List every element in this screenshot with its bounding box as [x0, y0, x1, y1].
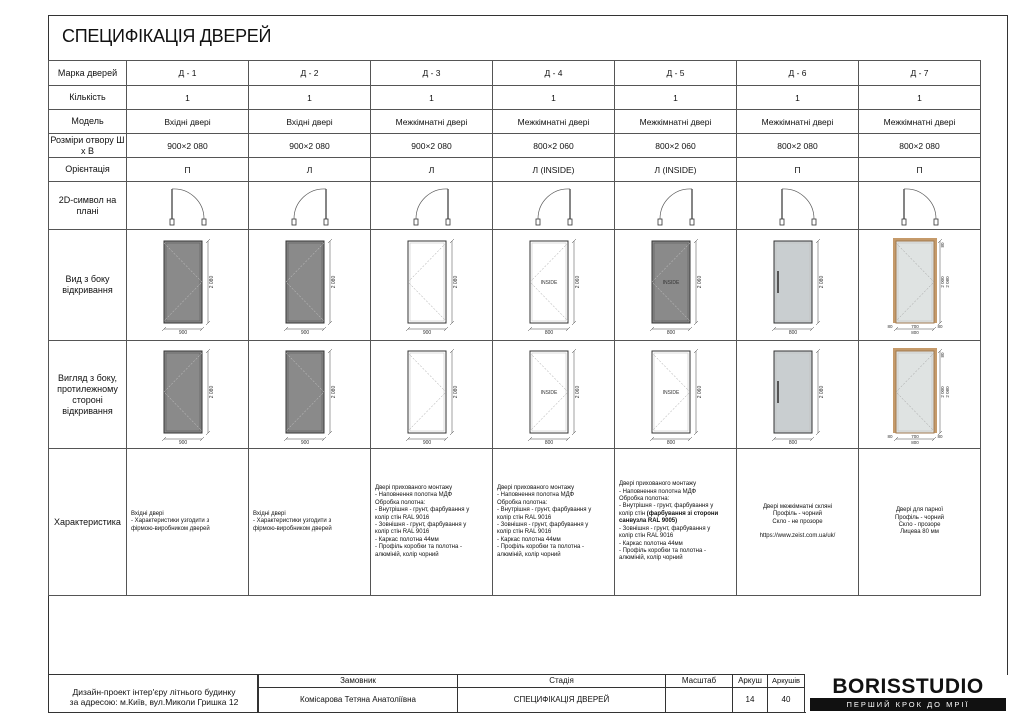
- back-elevation-cell: [493, 341, 615, 449]
- mark-cell: [127, 61, 249, 86]
- model-value: Межкімнатні двері: [395, 116, 468, 127]
- row-chars: [49, 449, 981, 596]
- door-elevation: [138, 343, 238, 447]
- characteristic-line: Обробка полотна:: [375, 499, 426, 506]
- door-elevation: [382, 343, 482, 447]
- height-dimension-text: 2 080: [452, 275, 459, 289]
- orient-cell: [249, 158, 371, 182]
- orient-value: Л (INSIDE): [654, 164, 697, 175]
- qty-cell: [249, 86, 371, 110]
- characteristic-line: - Наповнення полотна МДФ: [497, 492, 575, 499]
- mark-cell: [737, 61, 859, 86]
- characteristic-line: - Зовнішня - грунт, фарбування у: [497, 522, 589, 528]
- d7-top-dim: 80: [939, 242, 945, 248]
- height-dimension-text: 2 080: [208, 275, 215, 289]
- swing-arc: [659, 188, 691, 218]
- characteristic-line: Скло - не прозоре: [772, 518, 823, 525]
- width-dimension-text: 800: [788, 330, 797, 336]
- d7-inner-width: 700: [910, 433, 919, 439]
- qty-value: 1: [673, 92, 678, 103]
- door-plan-symbol: [768, 185, 828, 227]
- plan-symbol-cell: [127, 182, 249, 230]
- front-elevation-cell: [249, 230, 371, 341]
- project-line-1: Дизайн-проект інтер'єру літнього будинку: [72, 687, 236, 697]
- mark-value: Д - 3: [422, 68, 441, 78]
- mark-value: Д - 5: [666, 68, 685, 78]
- door-leaf: [164, 241, 202, 323]
- characteristic-line: Профіль - чорний: [772, 511, 823, 518]
- d7-side-left: 80: [886, 324, 893, 329]
- characteristic-line: - Профіль коробки та полотна -: [497, 544, 584, 551]
- d7-outer-width: 800: [910, 439, 919, 445]
- height-dimension-text: 2 060: [574, 385, 581, 398]
- width-dimension-text: 800: [788, 439, 797, 446]
- door-elevation: [748, 343, 848, 447]
- orient-cell: [493, 158, 615, 182]
- row-orient: [49, 158, 981, 182]
- characteristics-cell: [127, 449, 249, 596]
- d7-height-outer: 2 080: [944, 385, 950, 398]
- mark-value: Д - 2: [300, 68, 319, 78]
- characteristic-line: - Профіль коробки та полотна -: [619, 547, 706, 554]
- jamb-right: [202, 219, 206, 225]
- row-model: [49, 110, 981, 134]
- d7-top-dim: 80: [939, 351, 945, 358]
- row-header-label: Орієнтація: [65, 164, 110, 174]
- d7-side-right: 80: [936, 433, 943, 439]
- size-value: 800×2 080: [899, 140, 940, 151]
- jamb-right: [658, 219, 662, 225]
- size-value: 800×2 080: [777, 140, 818, 151]
- door-handle: [777, 381, 779, 403]
- scale-label: Масштаб: [665, 674, 733, 688]
- width-dimension-text: 800: [544, 330, 553, 336]
- characteristic-line: Обробка полотна:: [497, 499, 548, 506]
- door-elevation: [138, 233, 238, 337]
- plan-symbol-cell: [493, 182, 615, 230]
- swing-arc: [904, 188, 936, 218]
- orient-value: П: [916, 164, 923, 175]
- size-value: 900×2 080: [289, 140, 330, 151]
- row-header-symbol: [49, 182, 127, 230]
- mark-cell: [615, 61, 737, 86]
- qty-cell: [371, 86, 493, 110]
- door-plan-symbol: [280, 185, 340, 227]
- door-leaf: [774, 241, 812, 323]
- mark-cell: [493, 61, 615, 86]
- back-elevation-cell: [859, 341, 981, 449]
- characteristic-line: алюміній, колір чорний: [497, 551, 561, 558]
- height-dimension-text: 2 080: [208, 385, 215, 398]
- door-leaf: [286, 351, 324, 433]
- sheets-label: Аркушів: [767, 674, 805, 688]
- d7-side-right: 80: [936, 324, 943, 329]
- characteristic-line: колір стін RAL 9016: [375, 514, 430, 521]
- door-handle: [777, 271, 779, 293]
- door-elevation: [260, 233, 360, 337]
- door-plan-symbol: [890, 185, 950, 227]
- jamb-right: [934, 219, 938, 225]
- model-cell: [127, 110, 249, 134]
- jamb-right: [414, 219, 418, 225]
- back-elevation-cell: [371, 341, 493, 449]
- characteristic-line: [737, 526, 858, 533]
- qty-value: 1: [429, 92, 434, 103]
- mark-cell: [249, 61, 371, 86]
- row-mark: [49, 61, 981, 86]
- width-dimension-text: 900: [422, 439, 431, 446]
- sheet-label: Аркуш: [732, 674, 768, 688]
- qty-cell: [737, 86, 859, 110]
- model-cell: [615, 110, 737, 134]
- door-leaf: [408, 241, 446, 323]
- back-elevation-cell: [127, 341, 249, 449]
- front-elevation-cell: [615, 230, 737, 341]
- size-cell: [859, 134, 981, 158]
- door-elevation: [626, 343, 726, 447]
- row-header-label: Вид з боку відкривання: [62, 274, 113, 295]
- back-elevation-cell: [249, 341, 371, 449]
- jamb-left: [446, 219, 450, 225]
- height-dimension-text: 2 060: [696, 385, 703, 398]
- door-leaf: [286, 241, 324, 323]
- characteristic-line: алюміній, колір чорний: [375, 551, 439, 558]
- door-plan-symbol: [402, 185, 462, 227]
- width-dimension-text: 800: [666, 330, 675, 336]
- page-title: СПЕЦИФІКАЦІЯ ДВЕРЕЙ: [62, 26, 272, 46]
- front-elevation-cell: [859, 230, 981, 341]
- characteristic-line: - Внутрішня - грунт, фарбування у: [619, 503, 714, 510]
- door-spec-table: [48, 60, 981, 596]
- characteristic-line: Скло - прозоре: [898, 522, 941, 528]
- orient-value: П: [184, 164, 191, 175]
- orient-cell: [371, 158, 493, 182]
- model-value: Вхідні двері: [286, 116, 333, 127]
- door-plan-symbol: [524, 185, 584, 227]
- row-back: [49, 341, 981, 449]
- model-cell: [737, 110, 859, 134]
- row-header-size: [49, 134, 127, 158]
- characteristic-line: https://www.zeist.com.ua/uk/: [759, 532, 836, 539]
- size-cell: [493, 134, 615, 158]
- characteristic-line: - Внутрішня - грунт, фарбування у: [497, 507, 592, 514]
- characteristics-cell: [249, 449, 371, 596]
- row-header-label: 2D-символ на плані: [58, 194, 117, 216]
- d7-height-outer: 2 080: [944, 276, 950, 288]
- characteristic-line: - Характеристики узгодити з: [253, 518, 332, 525]
- characteristic-line: Двері межкімнатні скляні: [762, 503, 833, 510]
- door-plan-symbol: [158, 185, 218, 227]
- door-elevation: [382, 233, 482, 337]
- model-value: Межкімнатні двері: [517, 116, 590, 127]
- project-cell: [48, 674, 258, 713]
- d7-height-inner: 2 000: [939, 385, 945, 398]
- width-dimension-text: 900: [422, 330, 431, 336]
- characteristic-line: - Каркас полотна 44мм: [619, 540, 683, 547]
- door-elevation: [748, 233, 848, 337]
- orient-value: Л: [306, 164, 313, 175]
- sheets-total: 40: [767, 687, 805, 713]
- characteristic-line: колір стін (фарбування зі сторони: [619, 510, 719, 517]
- jamb-right: [292, 219, 296, 225]
- characteristics-cell: [371, 449, 493, 596]
- height-dimension-text: 2 080: [330, 385, 337, 398]
- model-cell: [859, 110, 981, 134]
- studio-logo: [806, 675, 1010, 713]
- model-value: Межкімнатні двері: [883, 116, 956, 127]
- characteristic-line: Вхідні двері: [131, 510, 164, 517]
- height-dimension-text: 2 080: [452, 385, 459, 398]
- size-value: 800×2 060: [533, 140, 574, 151]
- stage-label: Стадія: [457, 674, 666, 688]
- inside-label: INSIDE: [540, 280, 557, 286]
- back-elevation-cell: [615, 341, 737, 449]
- orient-value: Л (INSIDE): [532, 164, 575, 175]
- width-dimension-text: 900: [300, 439, 309, 446]
- jamb-left: [690, 219, 694, 225]
- jamb-left: [324, 219, 328, 225]
- client-name: Комісарова Тетяна Анатоліївна: [258, 687, 458, 713]
- row-header-label: Модель: [71, 116, 104, 126]
- model-value: Вхідні двері: [164, 116, 211, 127]
- width-dimension-text: 900: [300, 330, 309, 336]
- door-elevation: [870, 233, 970, 337]
- characteristic-line: - Каркас полотна 44мм: [375, 536, 439, 543]
- size-value: 900×2 080: [411, 140, 452, 151]
- size-value: 800×2 060: [655, 140, 696, 151]
- characteristic-line: санвузла RAL 9005): [619, 518, 678, 525]
- width-dimension-text: 900: [178, 330, 187, 336]
- orient-cell: [859, 158, 981, 182]
- qty-value: 1: [551, 92, 556, 103]
- characteristic-line: колір стін RAL 9016: [497, 529, 552, 536]
- qty-value: 1: [917, 92, 922, 103]
- jamb-left: [780, 219, 784, 225]
- row-header-model: [49, 110, 127, 134]
- door-elevation: [504, 343, 604, 447]
- inside-label: INSIDE: [662, 280, 679, 286]
- characteristic-line: - Зовнішня - грунт, фарбування у: [375, 522, 467, 528]
- front-elevation-cell: [127, 230, 249, 341]
- qty-cell: [493, 86, 615, 110]
- model-value: Межкімнатні двері: [761, 116, 834, 127]
- mark-value: Д - 7: [910, 68, 929, 78]
- size-cell: [249, 134, 371, 158]
- mark-value: Д - 4: [544, 68, 563, 78]
- jamb-left: [568, 219, 572, 225]
- characteristic-line: Вхідні двері: [253, 510, 286, 517]
- characteristic-line: колір стін RAL 9016: [497, 514, 552, 521]
- characteristic-line: фірмою-виробником дверей: [131, 525, 210, 532]
- row-front: [49, 230, 981, 341]
- swing-arc: [293, 188, 325, 218]
- height-dimension-text: 2 080: [818, 275, 825, 289]
- characteristics-cell: [615, 449, 737, 596]
- row-header-label: Характеристика: [54, 516, 121, 527]
- door-plan-symbol: [646, 185, 706, 227]
- row-header-orient: [49, 158, 127, 182]
- characteristic-line: - Профіль коробки та полотна -: [375, 544, 462, 551]
- scale-value: [665, 687, 733, 713]
- d7-side-left: 80: [886, 433, 893, 439]
- size-cell: [371, 134, 493, 158]
- door-elevation: [626, 233, 726, 337]
- qty-cell: [127, 86, 249, 110]
- characteristics-cell: [737, 449, 859, 596]
- swing-arc: [537, 188, 569, 218]
- jamb-right: [536, 219, 540, 225]
- characteristics-cell: [859, 449, 981, 596]
- characteristic-line: - Внутрішня - грунт, фарбування у: [375, 507, 470, 514]
- height-dimension-text: 2 080: [818, 385, 825, 398]
- model-cell: [249, 110, 371, 134]
- characteristic-line: - Наповнення полотна МДФ: [375, 492, 453, 499]
- size-cell: [127, 134, 249, 158]
- characteristic-line: Двері для парної: [895, 507, 943, 514]
- logo-slogan: ПЕРШИЙ КРОК ДО МРІЇ: [810, 698, 1006, 711]
- client-label: Замовник: [258, 674, 458, 688]
- door-leaf: [896, 351, 934, 433]
- jamb-left: [902, 219, 906, 225]
- d7-height-inner: 2 000: [939, 276, 945, 288]
- swing-arc: [782, 188, 814, 218]
- characteristic-line: фірмою-виробником дверей: [253, 525, 332, 532]
- d7-outer-width: 800: [910, 330, 919, 335]
- characteristic-line: колір стін RAL 9016: [619, 533, 674, 540]
- characteristic-line: Двері прихованого монтажу: [619, 481, 697, 488]
- swing-arc: [415, 188, 447, 218]
- height-dimension-text: 2 080: [330, 275, 337, 289]
- characteristic-line: - Зовнішня - грунт, фарбування у: [619, 525, 711, 532]
- qty-value: 1: [795, 92, 800, 103]
- door-elevation: [260, 343, 360, 447]
- swing-arc: [172, 188, 204, 218]
- inside-label: INSIDE: [540, 389, 557, 396]
- qty-cell: [859, 86, 981, 110]
- characteristic-line: алюміній, колір чорний: [619, 555, 683, 562]
- row-header-front: [49, 230, 127, 341]
- stage-value: СПЕЦИФІКАЦІЯ ДВЕРЕЙ: [457, 687, 666, 713]
- model-value: Межкімнатні двері: [639, 116, 712, 127]
- characteristic-line: - Наповнення полотна МДФ: [619, 488, 697, 495]
- characteristic-line: колір стін RAL 9016: [375, 529, 430, 536]
- characteristic-line: Лицева 80 мм: [900, 529, 939, 536]
- characteristic-line: Двері прихованого монтажу: [497, 484, 575, 491]
- width-dimension-text: 800: [544, 439, 553, 446]
- jamb-left: [170, 219, 174, 225]
- size-value: 900×2 080: [167, 140, 208, 151]
- mark-value: Д - 6: [788, 68, 807, 78]
- door-elevation: [870, 343, 970, 447]
- row-header-chars: [49, 449, 127, 596]
- row-header-qty: [49, 86, 127, 110]
- door-leaf: [164, 351, 202, 433]
- row-size: [49, 134, 981, 158]
- row-header-label: Розміри отвору Ш х В: [50, 134, 125, 156]
- size-cell: [737, 134, 859, 158]
- orient-cell: [127, 158, 249, 182]
- characteristic-line: Двері прихованого монтажу: [375, 484, 453, 491]
- row-qty: [49, 86, 981, 110]
- characteristic-line: - Каркас полотна 44мм: [497, 536, 561, 543]
- model-cell: [371, 110, 493, 134]
- qty-value: 1: [185, 92, 190, 103]
- model-cell: [493, 110, 615, 134]
- plan-symbol-cell: [249, 182, 371, 230]
- row-header-back: [49, 341, 127, 449]
- orient-value: Л: [428, 164, 435, 175]
- d7-inner-width: 700: [910, 324, 919, 329]
- door-leaf: [896, 241, 934, 323]
- orient-value: П: [794, 164, 801, 175]
- height-dimension-text: 2 060: [574, 275, 581, 289]
- height-dimension-text: 2 060: [696, 275, 703, 289]
- orient-cell: [615, 158, 737, 182]
- orient-cell: [737, 158, 859, 182]
- sheet-number: 14: [732, 687, 768, 713]
- logo-text: BORISSTUDIO: [832, 675, 984, 698]
- plan-symbol-cell: [737, 182, 859, 230]
- qty-cell: [615, 86, 737, 110]
- characteristic-line: Обробка полотна:: [619, 496, 670, 503]
- plan-symbol-cell: [859, 182, 981, 230]
- characteristic-line: Профіль - чорний: [894, 514, 945, 521]
- row-header-mark: [49, 61, 127, 86]
- door-leaf: [774, 351, 812, 433]
- plan-symbol-cell: [615, 182, 737, 230]
- row-symbol: [49, 182, 981, 230]
- jamb-right: [812, 219, 816, 225]
- width-dimension-text: 800: [666, 439, 675, 446]
- front-elevation-cell: [737, 230, 859, 341]
- characteristics-cell: [493, 449, 615, 596]
- row-header-label: Марка дверей: [57, 67, 118, 78]
- door-elevation: [504, 233, 604, 337]
- door-leaf: [408, 351, 446, 433]
- size-cell: [615, 134, 737, 158]
- characteristic-line: - Характеристики узгодити з: [131, 518, 210, 525]
- qty-value: 1: [307, 92, 312, 103]
- mark-cell: [371, 61, 493, 86]
- back-elevation-cell: [737, 341, 859, 449]
- inside-label: INSIDE: [662, 389, 679, 396]
- row-header-label: Вигляд з боку, протилежному стороні відкривання: [57, 372, 118, 416]
- front-elevation-cell: [371, 230, 493, 341]
- mark-cell: [859, 61, 981, 86]
- mark-value: Д - 1: [178, 68, 197, 78]
- project-line-2: за адресою: м.Київ, вул.Миколи Гришка 12: [69, 697, 239, 707]
- row-header-label: Кількість: [69, 92, 106, 102]
- front-elevation-cell: [493, 230, 615, 341]
- plan-symbol-cell: [371, 182, 493, 230]
- width-dimension-text: 900: [178, 439, 187, 446]
